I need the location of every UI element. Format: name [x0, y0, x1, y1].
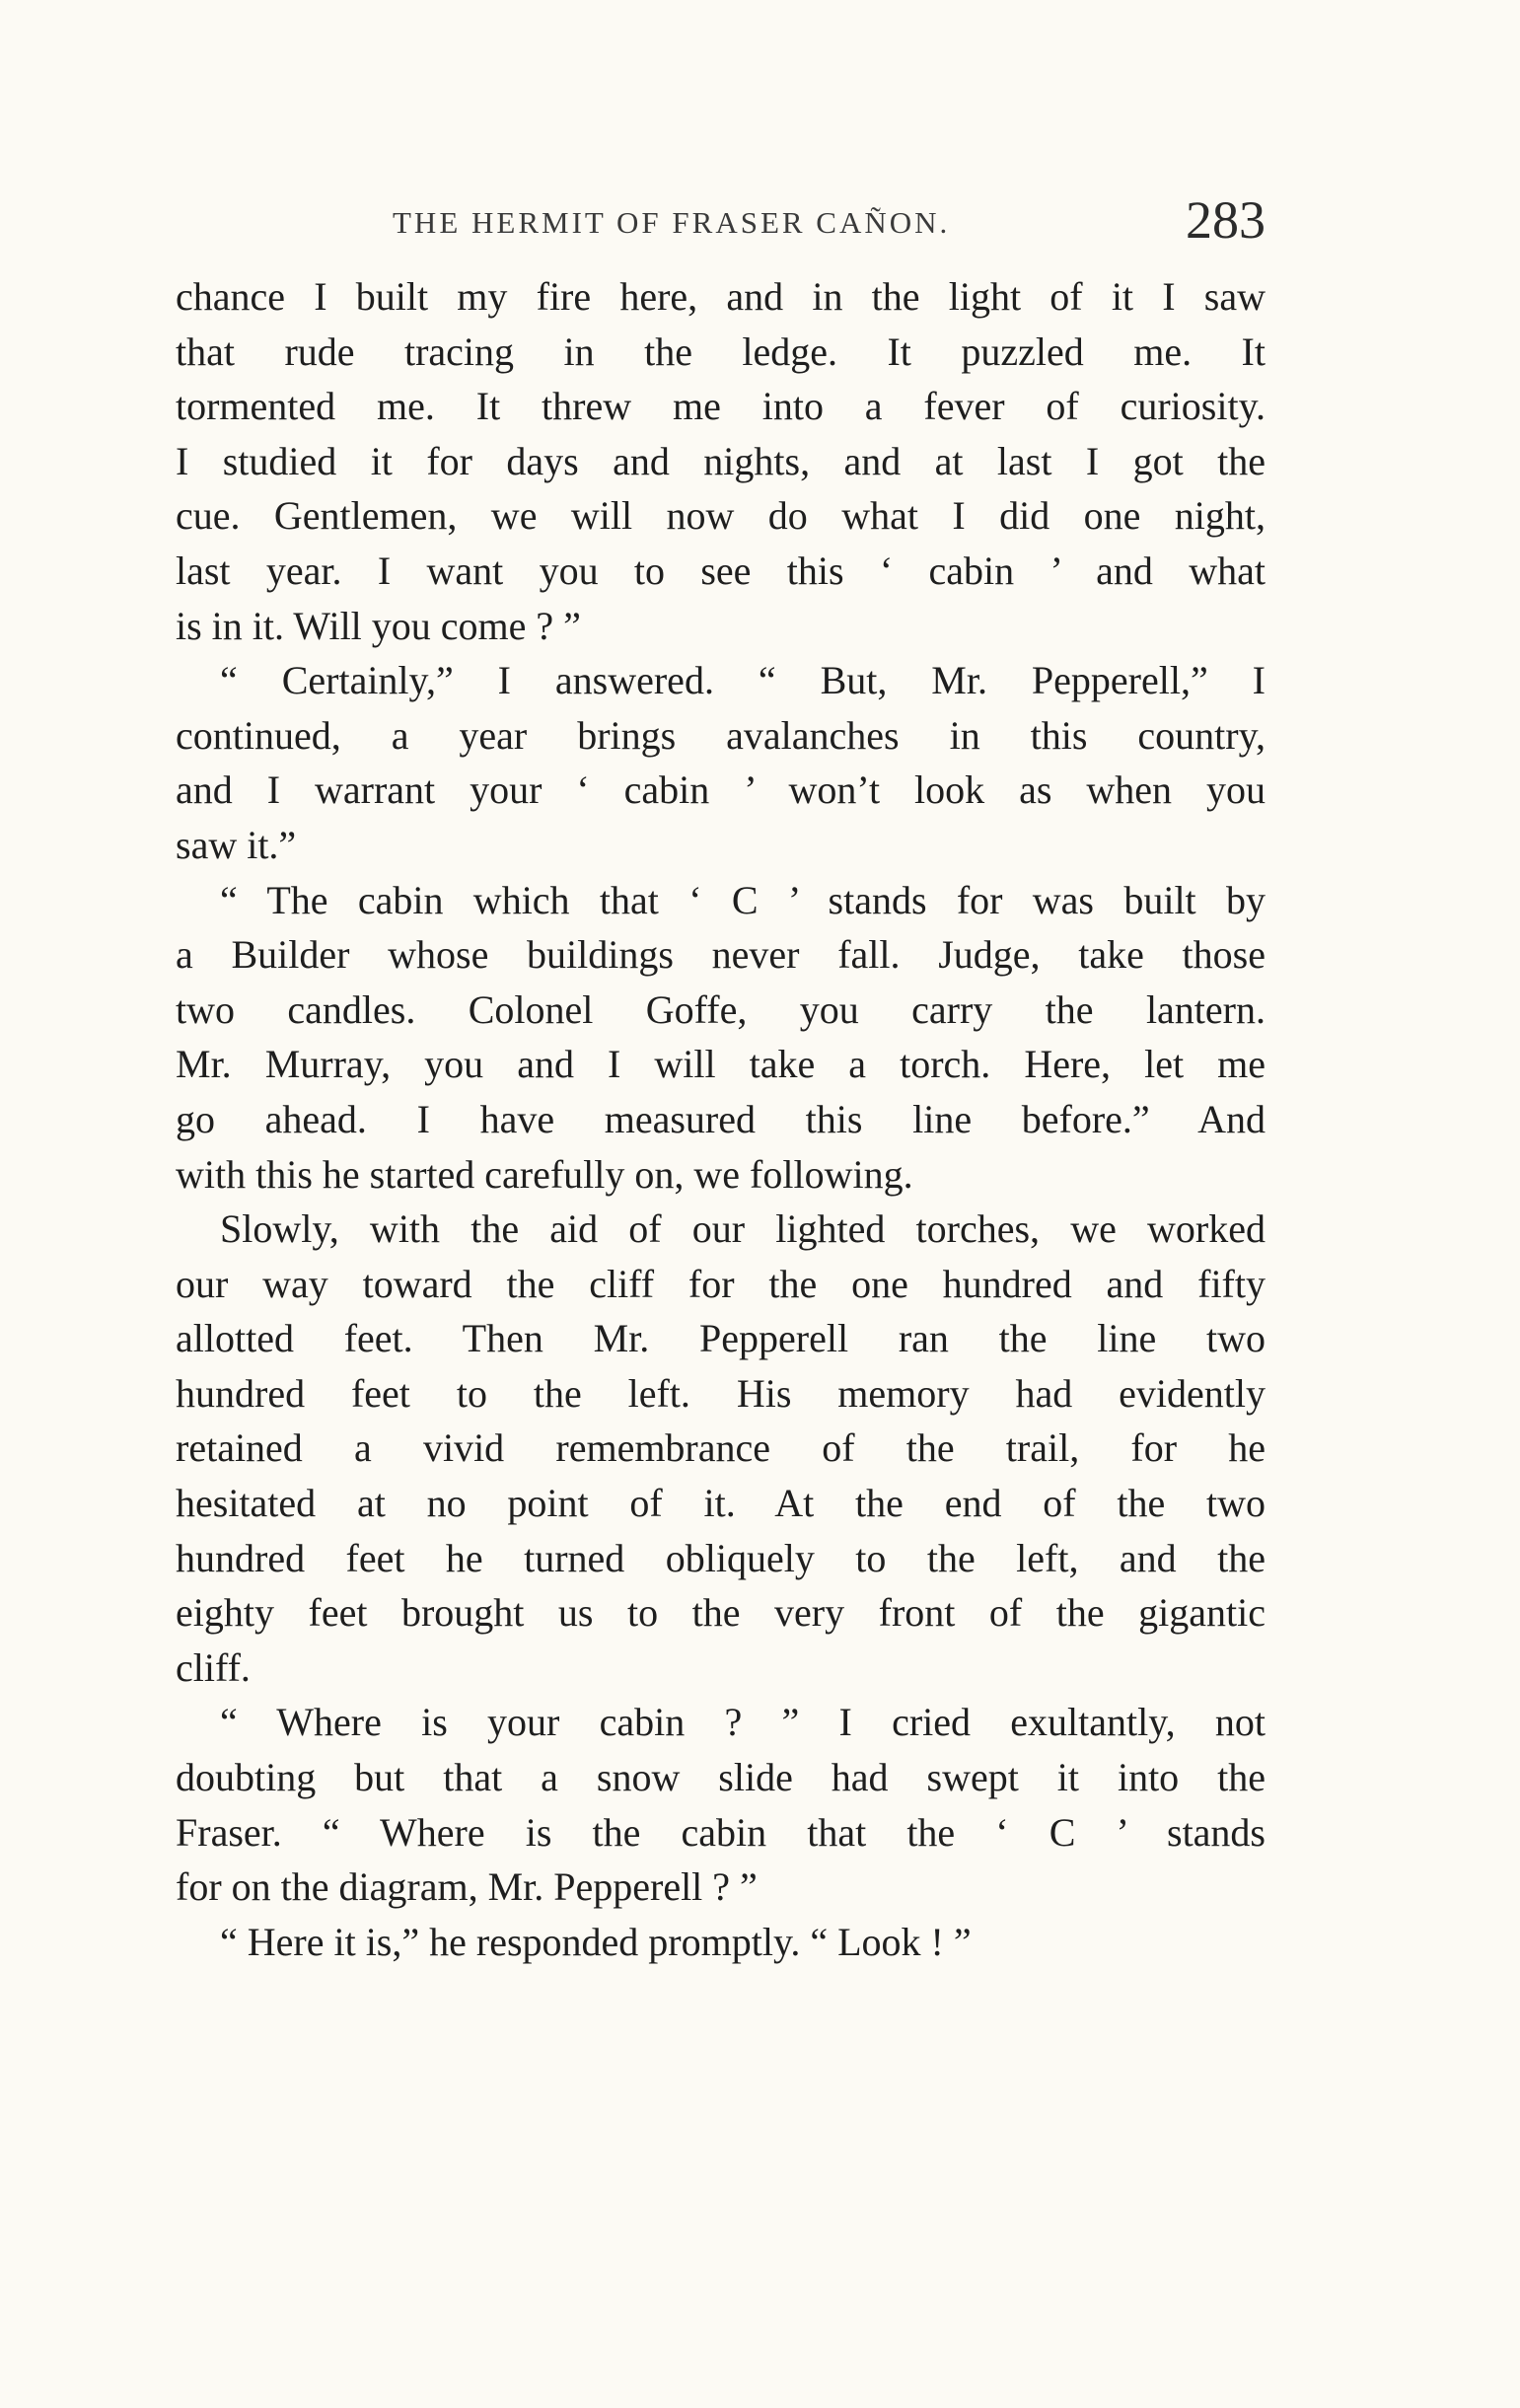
- running-head: THE HERMIT OF FRASER CAÑON.: [393, 205, 951, 240]
- body-text: [176, 269, 1266, 1969]
- page-number: 283: [1186, 190, 1266, 250]
- text-line: Mr. Murray, you and I will take a torch. Here, let me: [176, 1042, 1266, 1087]
- text-line: for on the diagram, Mr. Pepperell ? ”: [176, 1864, 758, 1910]
- text-line: hundred feet to the left. His memory had evidently: [176, 1370, 1266, 1416]
- text-line: cue. Gentlemen, we will now do what I did one night,: [176, 493, 1266, 539]
- text-line: hesitated at no point of it. At the end of the two: [176, 1481, 1266, 1526]
- text-line: last year. I want you to see this ‘ cabin ’ and what: [176, 547, 1266, 593]
- text-line: cliff.: [176, 1644, 251, 1690]
- text-line: continued, a year brings avalanches in this country,: [176, 712, 1266, 758]
- text-line: that rude tracing in the ledge. It puzzled me. It: [176, 328, 1266, 374]
- text-line: “ Certainly,” I answered. “ But, Mr. Pepperell,” I: [220, 658, 1266, 703]
- text-line: is in it. Will you come ? ”: [176, 603, 581, 648]
- text-line: hundred feet he turned obliquely to the left, and the: [176, 1535, 1266, 1580]
- text-line: Fraser. “ Where is the cabin that the ‘ C ’ stands: [176, 1809, 1266, 1855]
- text-line: and I warrant your ‘ cabin ’ won’t look as when you: [176, 767, 1266, 813]
- text-line: our way toward the cliff for the one hundred and fifty: [176, 1261, 1266, 1306]
- text-line: Slowly, with the aid of our lighted torches, we worked: [220, 1206, 1266, 1252]
- text-line: “ Here it is,” he responded promptly. “ Look ! ”: [220, 1919, 972, 1964]
- text-line: retained a vivid remembrance of the trail, for he: [176, 1425, 1266, 1471]
- text-line: two candles. Colonel Goffe, you carry the lantern.: [176, 986, 1266, 1032]
- text-line: eighty feet brought us to the very front of the gigantic: [176, 1590, 1266, 1636]
- text-line: a Builder whose buildings never fall. Judge, take those: [176, 932, 1266, 978]
- text-line: saw it.”: [176, 822, 297, 867]
- text-line: “ Where is your cabin ? ” I cried exultantly, not: [220, 1700, 1266, 1745]
- text-line: with this he started carefully on, we following.: [176, 1151, 913, 1197]
- text-line: doubting but that a snow slide had swept it into the: [176, 1755, 1266, 1800]
- text-line: allotted feet. Then Mr. Pepperell ran the line two: [176, 1316, 1266, 1361]
- text-line: tormented me. It threw me into a fever of curiosity.: [176, 384, 1266, 429]
- text-line: “ The cabin which that ‘ C ’ stands for was built by: [220, 877, 1266, 922]
- page-header: [176, 190, 1266, 266]
- text-line: go ahead. I have measured this line before.” And: [176, 1096, 1266, 1141]
- text-line: chance I built my fire here, and in the light of it I saw: [176, 274, 1266, 319]
- text-line: I studied it for days and nights, and at last I got the: [176, 438, 1266, 483]
